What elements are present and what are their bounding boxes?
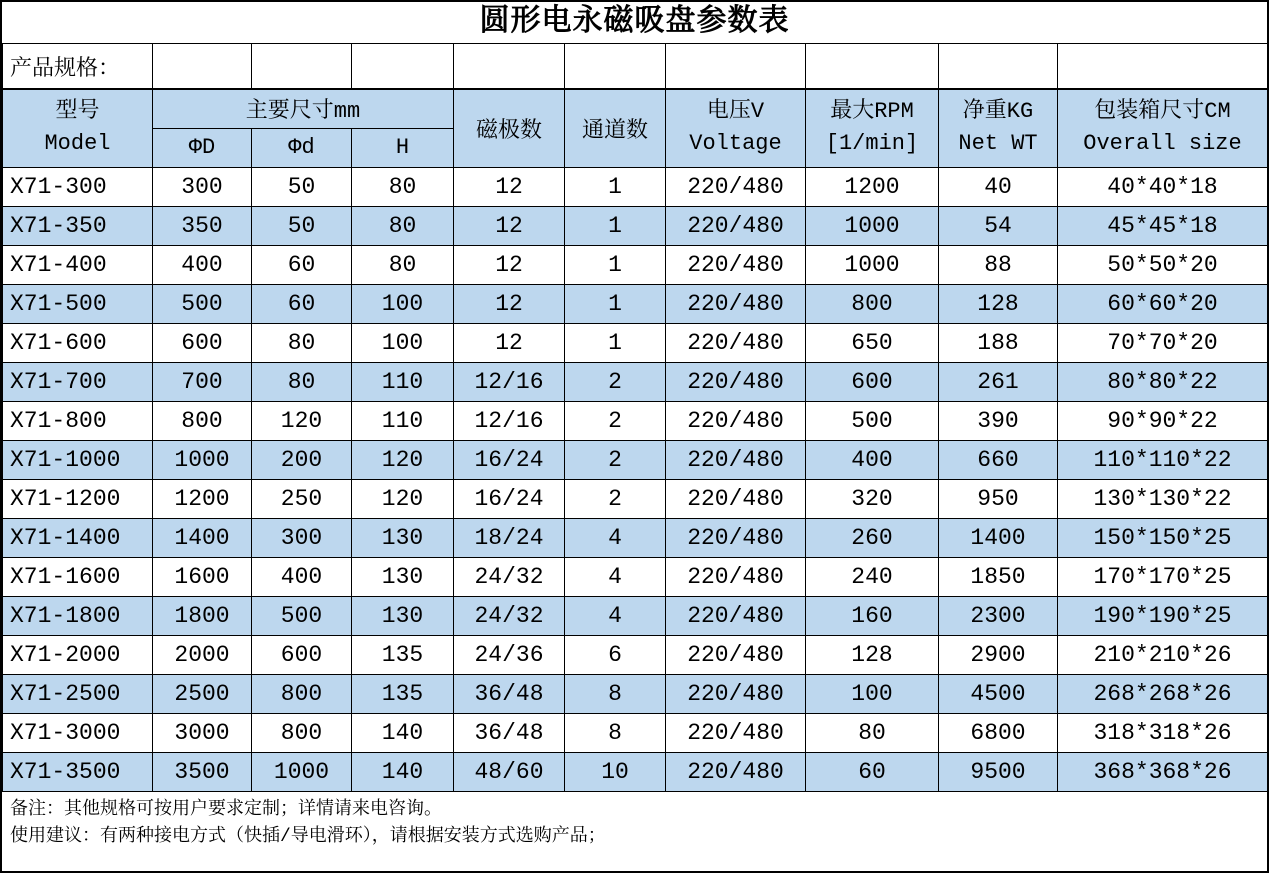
value-cell: 600 [252,635,352,674]
model-cell: X71-350 [3,206,153,245]
spec-empty-cell [454,44,565,89]
value-cell: 120 [352,440,454,479]
value-cell: 24/32 [454,557,565,596]
value-cell: 220/480 [666,557,806,596]
value-cell: 220/480 [666,752,806,791]
value-cell: 12 [454,323,565,362]
value-cell: 12/16 [454,401,565,440]
value-cell: 6 [565,635,666,674]
value-cell: 24/36 [454,635,565,674]
value-cell: 50 [252,206,352,245]
value-cell: 368*368*26 [1058,752,1268,791]
value-cell: 220/480 [666,323,806,362]
value-cell: 80 [352,245,454,284]
value-cell: 12 [454,245,565,284]
value-cell: 130 [352,557,454,596]
value-cell: 12 [454,167,565,206]
spec-empty-cell [153,44,252,89]
value-cell: 40 [939,167,1058,206]
value-cell: 1800 [153,596,252,635]
value-cell: 1000 [806,245,939,284]
col-header-rpm-en: [1/min] [825,131,919,157]
table-row [3,284,1268,323]
value-cell: 128 [939,284,1058,323]
table-row [3,518,1268,557]
value-cell: 60 [252,245,352,284]
value-cell: 318*318*26 [1058,713,1268,752]
value-cell: 110 [352,362,454,401]
spec-label: 产品规格： [3,44,153,89]
value-cell: 50*50*20 [1058,245,1268,284]
value-cell: 220/480 [666,596,806,635]
table-row [3,323,1268,362]
spec-row [3,44,1268,89]
value-cell: 8 [565,713,666,752]
value-cell: 110 [352,401,454,440]
value-cell: 40*40*18 [1058,167,1268,206]
table-row [3,362,1268,401]
value-cell: 1000 [153,440,252,479]
col-header-weight-zh: 净重KG [962,99,1034,125]
value-cell: 54 [939,206,1058,245]
value-cell: 1000 [806,206,939,245]
model-cell: X71-1800 [3,596,153,635]
col-header-box-en: Overall size [1083,131,1242,157]
col-header-phi-d-outer: ΦD [153,128,252,167]
value-cell: 100 [352,323,454,362]
note-remark: 备注：其他规格可按用户要求定制；详情请来电咨询。 [10,799,442,820]
value-cell: 120 [252,401,352,440]
model-cell: X71-1600 [3,557,153,596]
value-cell: 36/48 [454,713,565,752]
col-header-voltage-en: Voltage [689,131,782,157]
value-cell: 36/48 [454,674,565,713]
table-row [3,752,1268,791]
table-row [3,401,1268,440]
col-header-box-zh: 包装箱尺寸CM [1094,99,1231,125]
col-header-poles: 磁极数 [454,89,565,167]
model-cell: X71-1200 [3,479,153,518]
value-cell: 80 [806,713,939,752]
value-cell: 220/480 [666,167,806,206]
value-cell: 80 [252,362,352,401]
value-cell: 1 [565,284,666,323]
model-cell: X71-1000 [3,440,153,479]
value-cell: 12 [454,206,565,245]
value-cell: 120 [352,479,454,518]
model-cell: X71-300 [3,167,153,206]
value-cell: 220/480 [666,713,806,752]
value-cell: 700 [153,362,252,401]
value-cell: 220/480 [666,362,806,401]
value-cell: 1000 [252,752,352,791]
value-cell: 12/16 [454,362,565,401]
col-header-voltage [666,89,806,167]
value-cell: 1 [565,245,666,284]
value-cell: 2 [565,401,666,440]
value-cell: 80 [252,323,352,362]
col-header-voltage-zh: 电压V [706,99,765,125]
value-cell: 500 [153,284,252,323]
value-cell: 90*90*22 [1058,401,1268,440]
value-cell: 950 [939,479,1058,518]
value-cell: 100 [352,284,454,323]
table-row [3,713,1268,752]
value-cell: 88 [939,245,1058,284]
table-row [3,479,1268,518]
value-cell: 50 [252,167,352,206]
value-cell: 160 [806,596,939,635]
model-cell: X71-400 [3,245,153,284]
value-cell: 60 [252,284,352,323]
value-cell: 1 [565,167,666,206]
value-cell: 190*190*25 [1058,596,1268,635]
col-header-height: H [352,128,454,167]
table-row [3,167,1268,206]
value-cell: 220/480 [666,479,806,518]
value-cell: 140 [352,713,454,752]
col-header-weight-en: Net WT [958,131,1038,157]
value-cell: 6800 [939,713,1058,752]
value-cell: 60*60*20 [1058,284,1268,323]
value-cell: 135 [352,635,454,674]
col-header-channels: 通道数 [565,89,666,167]
value-cell: 45*45*18 [1058,206,1268,245]
value-cell: 8 [565,674,666,713]
value-cell: 2 [565,440,666,479]
value-cell: 16/24 [454,440,565,479]
value-cell: 60 [806,752,939,791]
spec-empty-cell [939,44,1058,89]
value-cell: 12 [454,284,565,323]
col-header-rpm [806,89,939,167]
table-row [3,596,1268,635]
value-cell: 110*110*22 [1058,440,1268,479]
value-cell: 80 [352,167,454,206]
value-cell: 800 [252,713,352,752]
value-cell: 390 [939,401,1058,440]
model-cell: X71-500 [3,284,153,323]
value-cell: 2300 [939,596,1058,635]
value-cell: 1200 [153,479,252,518]
value-cell: 250 [252,479,352,518]
value-cell: 220/480 [666,245,806,284]
value-cell: 400 [153,245,252,284]
model-cell: X71-600 [3,323,153,362]
table-row [3,440,1268,479]
value-cell: 48/60 [454,752,565,791]
spec-empty-cell [806,44,939,89]
value-cell: 210*210*26 [1058,635,1268,674]
value-cell: 220/480 [666,284,806,323]
table-row [3,206,1268,245]
value-cell: 1 [565,323,666,362]
value-cell: 16/24 [454,479,565,518]
model-cell: X71-2500 [3,674,153,713]
model-cell: X71-3000 [3,713,153,752]
model-cell: X71-3500 [3,752,153,791]
value-cell: 18/24 [454,518,565,557]
col-header-rpm-zh: 最大RPM [830,99,914,125]
value-cell: 4 [565,518,666,557]
table-row [3,245,1268,284]
value-cell: 260 [806,518,939,557]
table-row [3,557,1268,596]
value-cell: 4500 [939,674,1058,713]
value-cell: 350 [153,206,252,245]
value-cell: 200 [252,440,352,479]
value-cell: 140 [352,752,454,791]
value-cell: 130 [352,518,454,557]
table-body [3,167,1268,791]
spec-empty-cell [352,44,454,89]
value-cell: 2 [565,362,666,401]
value-cell: 220/480 [666,440,806,479]
parameter-table [2,44,1268,792]
value-cell: 1400 [153,518,252,557]
value-cell: 650 [806,323,939,362]
value-cell: 220/480 [666,518,806,557]
value-cell: 220/480 [666,635,806,674]
table-row [3,635,1268,674]
spec-empty-cell [565,44,666,89]
value-cell: 220/480 [666,401,806,440]
spec-empty-cell [666,44,806,89]
value-cell: 320 [806,479,939,518]
model-cell: X71-2000 [3,635,153,674]
value-cell: 1600 [153,557,252,596]
value-cell: 2900 [939,635,1058,674]
value-cell: 300 [153,167,252,206]
value-cell: 240 [806,557,939,596]
value-cell: 4 [565,596,666,635]
value-cell: 1200 [806,167,939,206]
model-cell: X71-800 [3,401,153,440]
value-cell: 261 [939,362,1058,401]
col-header-weight [939,89,1058,167]
note-usage-suggestion: 使用建议：有两种接电方式（快插/导电滑环），请根据安装方式选购产品； [10,826,606,847]
table-row [3,674,1268,713]
value-cell: 150*150*25 [1058,518,1268,557]
value-cell: 130 [352,596,454,635]
notes-section [2,792,1267,851]
col-header-phi-d-inner: Φd [252,128,352,167]
header-row-top [3,89,1268,128]
value-cell: 135 [352,674,454,713]
value-cell: 80*80*22 [1058,362,1268,401]
value-cell: 800 [153,401,252,440]
value-cell: 1 [565,206,666,245]
value-cell: 1850 [939,557,1058,596]
value-cell: 24/32 [454,596,565,635]
value-cell: 170*170*25 [1058,557,1268,596]
value-cell: 400 [252,557,352,596]
value-cell: 2 [565,479,666,518]
col-header-model-zh: 型号 [55,99,100,125]
value-cell: 300 [252,518,352,557]
value-cell: 600 [806,362,939,401]
value-cell: 3000 [153,713,252,752]
col-header-model [3,89,153,167]
value-cell: 1400 [939,518,1058,557]
col-header-box [1058,89,1268,167]
value-cell: 70*70*20 [1058,323,1268,362]
model-cell: X71-700 [3,362,153,401]
page-title: 圆形电永磁吸盘参数表 [2,2,1267,44]
value-cell: 130*130*22 [1058,479,1268,518]
value-cell: 800 [806,284,939,323]
value-cell: 10 [565,752,666,791]
value-cell: 220/480 [666,206,806,245]
value-cell: 188 [939,323,1058,362]
value-cell: 80 [352,206,454,245]
value-cell: 600 [153,323,252,362]
value-cell: 400 [806,440,939,479]
value-cell: 268*268*26 [1058,674,1268,713]
value-cell: 220/480 [666,674,806,713]
value-cell: 9500 [939,752,1058,791]
spec-empty-cell [252,44,352,89]
value-cell: 3500 [153,752,252,791]
value-cell: 500 [806,401,939,440]
col-header-main-dims: 主要尺寸mm [153,89,454,128]
value-cell: 2500 [153,674,252,713]
value-cell: 500 [252,596,352,635]
value-cell: 2000 [153,635,252,674]
value-cell: 100 [806,674,939,713]
spec-empty-cell [1058,44,1268,89]
value-cell: 660 [939,440,1058,479]
value-cell: 128 [806,635,939,674]
col-header-model-en: Model [44,131,111,157]
model-cell: X71-1400 [3,518,153,557]
value-cell: 4 [565,557,666,596]
value-cell: 800 [252,674,352,713]
